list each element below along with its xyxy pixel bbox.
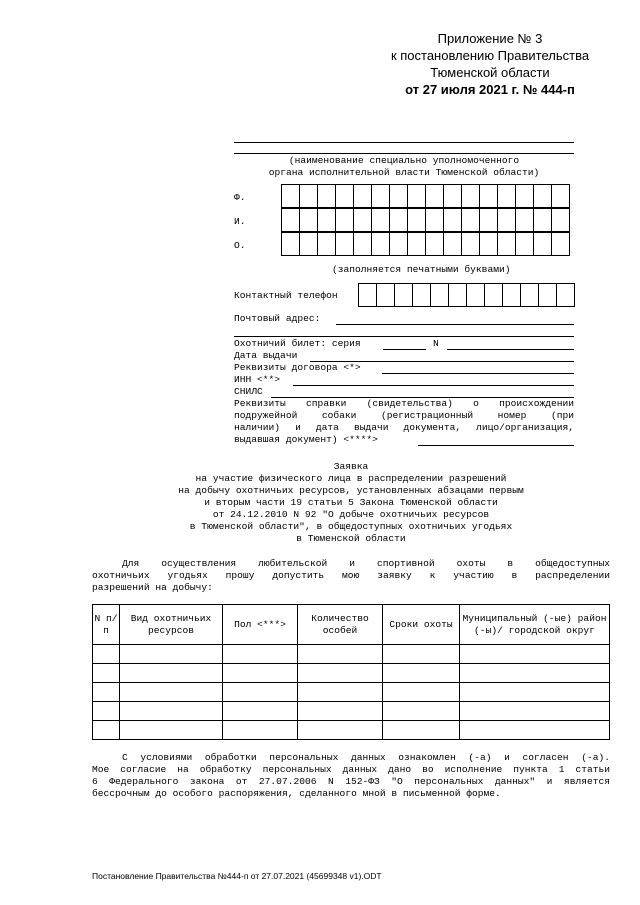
ticket-number-line[interactable] (447, 349, 574, 350)
col-hunting-period: Сроки охоты (383, 605, 460, 645)
address-line-2[interactable] (234, 336, 574, 337)
addressee-caption: (наименование специально уполномоченного органа исполнительной власти Тюменской области) (268, 155, 540, 178)
fio-o-label: О. (234, 240, 246, 251)
ticket-series-line[interactable] (383, 349, 426, 350)
document-footer: Постановление Правительства №444-п от 27.07.2021 (45699348 v1).ODT (92, 871, 382, 881)
appendix-region: Тюменской области (430, 65, 550, 80)
hunting-resources-table (92, 604, 610, 740)
phone-cells[interactable] (358, 283, 575, 307)
fio-f-label: Ф. (234, 192, 246, 203)
table-row[interactable] (93, 721, 610, 740)
addressee-line-1 (234, 142, 574, 143)
application-title: Заявка на участие физического лица в распределении разрешений на добычу охотничьих ресурсов, установленных абзацами первым и вторым части 19 статьи 5 Закона Тюменской области от 24.12.2010 N 92 "О добыче охотничьих ресурсов в Тюменской области", в общедоступных охотничьих угодьях в Тюменской области (92, 461, 610, 545)
col-municipality: Муниципальный (-ые) район (-ы)/ городской округ (460, 605, 610, 645)
address-line-1[interactable] (336, 324, 574, 325)
appendix-ref: к постановлению Правительства (390, 48, 590, 63)
address-label: Почтовый адрес: (234, 313, 321, 324)
table-row[interactable] (93, 664, 610, 683)
col-number: N п/п (93, 605, 120, 645)
col-resource-type: Вид охотничьих ресурсов (120, 605, 223, 645)
ticket-number-sign: N (433, 338, 439, 349)
dog-line-1: Реквизиты справки (свидетельства) о происхождении (234, 398, 574, 409)
dog-certificate-block (234, 398, 574, 446)
inn-line[interactable] (293, 385, 574, 386)
ticket-label: Охотничий билет: серия (234, 338, 361, 349)
title-word: Заявка (333, 461, 369, 472)
consent-paragraph: С условиями обработки персональных данных ознакомлен (-а) и согласен (-а). Мое согласие на обработку персональных данных дано во исполнение пункта 1 статьи 6 Федерального закона от 27.07.2006 N 152-ФЗ "О персональных данных" и является бессрочным до особого распоряжения, сделанного мной в письменной форме. (92, 752, 610, 799)
appendix-number: Приложение № 3 (437, 31, 543, 46)
addressee-line-2 (234, 153, 574, 154)
fio-i-label: И. (234, 216, 246, 227)
appendix-header (370, 30, 610, 98)
table-row[interactable] (93, 683, 610, 702)
contract-line[interactable] (382, 373, 574, 374)
inn-label: ИНН <**> (234, 374, 281, 385)
dog-line-2: подружейной собаки (регистрационный номер (при (234, 410, 574, 421)
fio-o-cells[interactable] (281, 232, 570, 256)
col-quantity: Количество особей (298, 605, 383, 645)
contract-label: Реквизиты договора <*> (234, 362, 361, 373)
table-row[interactable] (93, 645, 610, 664)
fio-f-cells[interactable] (281, 184, 570, 208)
table-row[interactable] (93, 702, 610, 721)
snils-label: СНИЛС (234, 386, 263, 397)
col-sex: Пол <***> (223, 605, 298, 645)
table-header-row (93, 605, 610, 645)
issue-date-label: Дата выдачи (234, 350, 298, 361)
fio-note: (заполняется печатными буквами) (332, 264, 511, 275)
request-paragraph: Для осуществления любительской и спортивной охоты в общедоступных охотничьих угодьях прошу допустить мою заявку к участию в распределении разрешений на добычу: (92, 558, 610, 593)
dog-line-3: наличии) и дата выдачи документа, лицо/организация, (234, 422, 574, 433)
phone-label: Контактный телефон (234, 290, 338, 301)
appendix-date: от 27 июля 2021 г. № 444-п (405, 82, 575, 97)
fio-i-cells[interactable] (281, 208, 570, 232)
dog-line-4: выдавшая документ) <****> (234, 434, 378, 445)
dog-certificate-line[interactable] (418, 445, 574, 446)
